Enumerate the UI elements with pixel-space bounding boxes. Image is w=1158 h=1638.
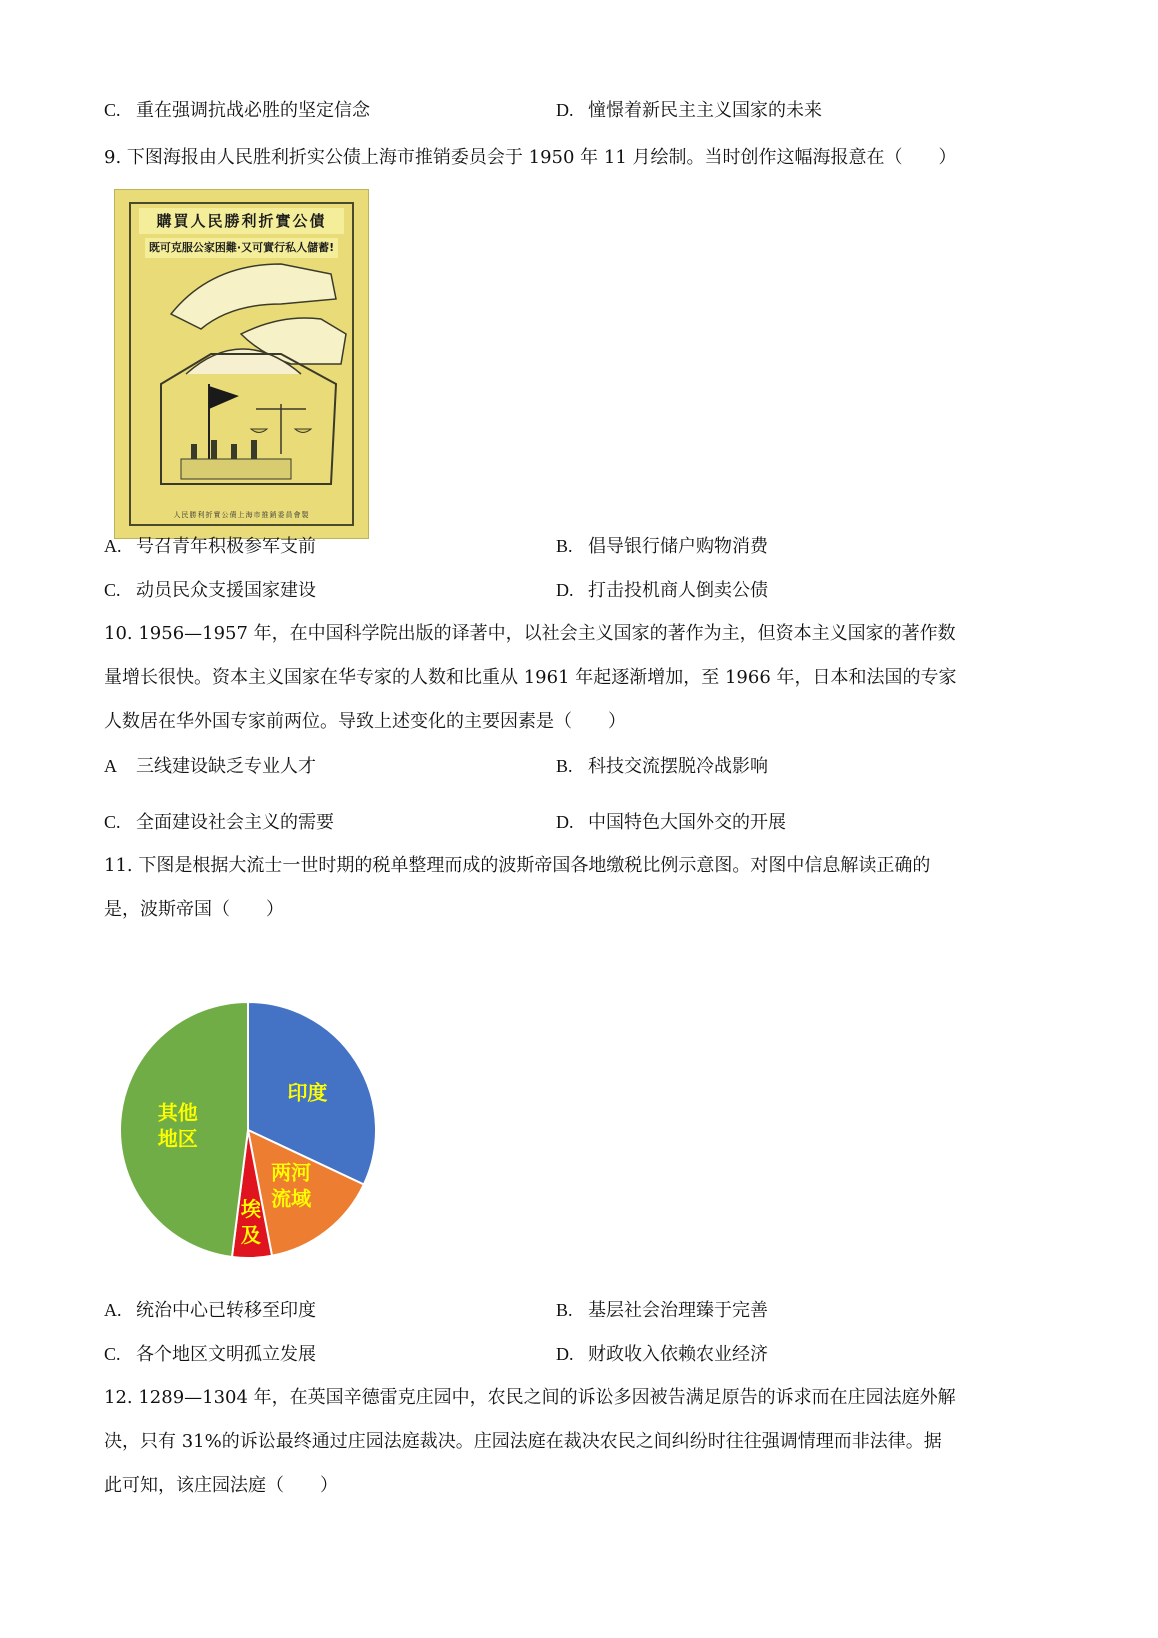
option-text: 全面建设社会主义的需要	[136, 812, 334, 833]
option-text: 号召青年积极参军支前	[136, 536, 316, 557]
option-text: 各个地区文明孤立发展	[136, 1344, 316, 1365]
poster-image	[114, 189, 369, 539]
q9-option-c	[104, 578, 316, 603]
option-letter: C.	[104, 100, 121, 120]
pie-chart	[108, 990, 388, 1270]
option-text: 统治中心已转移至印度	[136, 1300, 316, 1321]
q10-stem-line-3: 人数居在华外国专家前两位。导致上述变化的主要因素是（ ）	[104, 711, 626, 732]
option-text: 中国特色大国外交的开展	[588, 812, 786, 833]
poster-subtitle: 既可克服公家困難·又可實行私人儲蓄!	[145, 238, 338, 258]
q9-option-a	[104, 534, 316, 559]
q9-option-d	[556, 578, 768, 603]
q11-option-d	[556, 1342, 768, 1367]
q11-option-a	[104, 1298, 316, 1323]
option-text: 财政收入依赖农业经济	[588, 1344, 768, 1365]
q11-option-b	[556, 1298, 768, 1323]
q10-option-b	[556, 754, 768, 779]
q9-stem: 9. 下图海报由人民胜利折实公债上海市推销委员会于 1950 年 11 月绘制。当时创作这幅海报意在（ ）	[104, 147, 957, 168]
option-letter: D.	[556, 100, 574, 120]
q10-stem-line-1: 10. 1956—1957 年，在中国科学院出版的译著中，以社会主义国家的著作为主，但资本主义国家的著作数	[104, 623, 956, 644]
option-letter: D.	[556, 580, 574, 600]
option-letter: C.	[104, 580, 121, 600]
option-text: 科技交流摆脱冷战影响	[588, 756, 768, 777]
option-letter: A.	[104, 1300, 122, 1320]
option-letter: D.	[556, 812, 574, 832]
pie-label-3: 其他地区	[157, 1100, 198, 1151]
pie-label-0: 印度	[287, 1080, 328, 1105]
option-letter: B.	[556, 756, 573, 776]
option-text: 基层社会治理臻于完善	[588, 1300, 768, 1321]
option-letter: C.	[104, 1344, 121, 1364]
option-letter: B.	[556, 536, 573, 556]
option-letter: B.	[556, 1300, 573, 1320]
option-text: 打击投机商人倒卖公债	[588, 580, 768, 601]
poster-frame	[129, 202, 354, 526]
q12-stem-line-1: 12. 1289—1304 年，在英国辛德雷克庄园中，农民之间的诉讼多因被告满足原告的诉求而在庄园法庭外解	[104, 1387, 956, 1408]
poster-footer: 人民勝利折實公債上海市推銷委員會製	[173, 511, 310, 519]
poster-title: 購買人民勝利折實公債	[139, 208, 344, 234]
option-letter: A.	[104, 536, 122, 556]
option-text: 倡导银行储户购物消费	[588, 536, 768, 557]
q12-stem-line-2: 决，只有 31%的诉讼最终通过庄园法庭裁决。庄园法庭在裁决农民之间纠纷时往往强调情理而非法律。据	[104, 1431, 942, 1452]
q10-stem-line-2: 量增长很快。资本主义国家在华专家的人数和比重从 1961 年起逐渐增加，至 1966 年，日本和法国的专家	[104, 667, 957, 688]
q9-option-b	[556, 534, 768, 559]
q10-option-d	[556, 810, 786, 835]
q11-option-c	[104, 1342, 316, 1367]
option-text: 动员民众支援国家建设	[136, 580, 316, 601]
pie-label-2: 埃及	[240, 1197, 261, 1248]
poster-illustration	[131, 204, 354, 524]
q8-option-c	[104, 98, 370, 123]
option-letter: C.	[104, 812, 121, 832]
option-text: 重在强调抗战必胜的坚定信念	[136, 100, 370, 121]
option-letter: A	[104, 756, 117, 776]
q8-option-d	[556, 98, 822, 123]
q11-stem-line-2: 是，波斯帝国（ ）	[104, 899, 284, 920]
option-letter: D.	[556, 1344, 574, 1364]
q12-stem-line-3: 此可知，该庄园法庭（ ）	[104, 1475, 338, 1496]
q10-option-c	[104, 810, 334, 835]
q10-option-a	[104, 754, 316, 779]
option-text: 憧憬着新民主主义国家的未来	[588, 100, 822, 121]
pie-label-1: 两河流域	[271, 1160, 312, 1211]
option-text: 三线建设缺乏专业人才	[136, 756, 316, 777]
q11-stem-line-1: 11. 下图是根据大流士一世时期的税单整理而成的波斯帝国各地缴税比例示意图。对图中信息解读正确的	[104, 855, 931, 876]
